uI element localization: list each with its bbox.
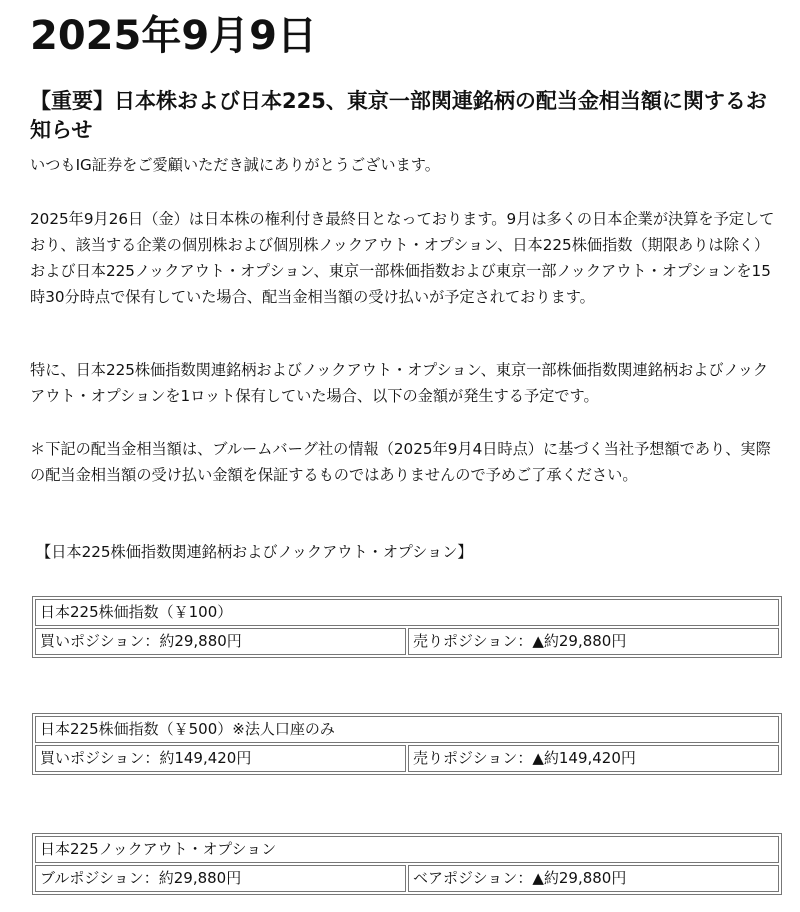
section-title: 【日本225株価指数関連銘柄およびノックアウト・オプション】 [36,543,473,561]
page-date: 2025年9月9日 [30,13,317,59]
paragraph-record-date: 2025年9月26日（金）は日本株の権利付き最終日となっております。9月は多くの日本企業が決算を予定しており、該当する企業の個別株および個別株ノックアウト・オプション、日本225株価指数（期限ありは除く）および日本225ノックアウト・オプション、東京一部株価指数および東京一部ノックアウト・オプションを15時30分時点で保有していた場合、配当金相当額の受け払いが予定されております。 [30,210,775,306]
dividend-table-nikkei225-knockout [32,833,782,895]
table-title: 日本225ノックアウト・オプション [35,836,779,863]
paragraph-disclaimer: ＊下記の配当金相当額は、ブルームバーグ社の情報（2025年9月4日時点）に基づく当社予想額であり、実際の配当金相当額の受け払い金額を保証するものではありませんので予めご了承ください。 [30,440,771,484]
notice-headline: 【重要】日本株および日本225、東京一部関連銘柄の配当金相当額に関するお知らせ [30,89,767,142]
short-position-amount: 売りポジション：▲約149,420円 [408,745,779,772]
paragraph-amount-intro: 特に、日本225株価指数関連銘柄およびノックアウト・オプション、東京一部株価指数関連銘柄およびノックアウト・オプションを1ロット保有していた場合、以下の金額が発生する予定です。 [30,361,769,405]
short-position-amount: 売りポジション：▲約29,880円 [408,628,779,655]
long-position-amount: 買いポジション：約29,880円 [35,628,406,655]
greeting-text: いつもIG証券をご愛顧いただき誠にありがとうございます。 [30,156,440,174]
table-title: 日本225株価指数（￥500）※法人口座のみ [35,716,779,743]
bull-position-amount: ブルポジション：約29,880円 [35,865,406,892]
bear-position-amount: ベアポジション：▲約29,880円 [408,865,779,892]
dividend-table-nikkei225-500 [32,713,782,775]
long-position-amount: 買いポジション：約149,420円 [35,745,406,772]
table-title: 日本225株価指数（￥100） [35,599,779,626]
dividend-table-nikkei225-100 [32,596,782,658]
